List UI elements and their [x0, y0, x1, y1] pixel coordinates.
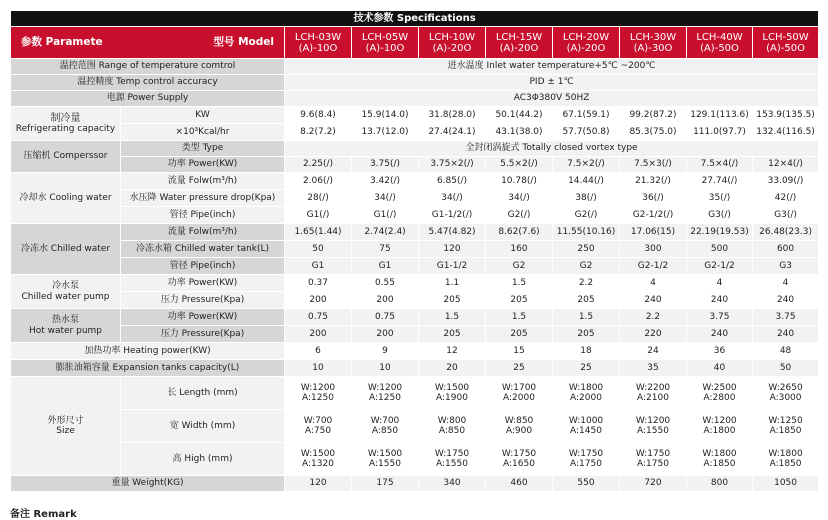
cell: 1.5: [553, 309, 620, 326]
cell: 20: [419, 360, 486, 377]
table-row: [11, 292, 819, 309]
cell: G1: [285, 258, 352, 275]
table-row: [11, 59, 819, 75]
cell: W:1200 A:1550: [620, 410, 687, 443]
cell: 200: [352, 326, 419, 343]
cell: G1(/): [285, 207, 352, 224]
cell: 11.55(10.16): [553, 224, 620, 241]
cell: 99.2(87.2): [620, 107, 687, 124]
cell: 10.78(/): [486, 173, 553, 190]
row-sub-label: 水压降 Water pressure drop(Kpa): [121, 190, 285, 207]
cell: 4: [620, 275, 687, 292]
model-col: LCH-40W (A)-50O: [687, 27, 753, 59]
cell: 720: [620, 476, 687, 492]
table-row: [11, 190, 819, 207]
row-sub-label: 高 High (mm): [121, 443, 285, 476]
row-sub-label: 类型 Type: [121, 141, 285, 157]
cell: 240: [687, 326, 753, 343]
row-sub-label: 长 Length (mm): [121, 377, 285, 410]
cell: W:2200 A:2100: [620, 377, 687, 410]
cell: 9: [352, 343, 419, 360]
cell: W:1750 A:1550: [419, 443, 486, 476]
cell: G1: [352, 258, 419, 275]
row-value: PID ± 1℃: [285, 75, 819, 91]
cell: 3.42(/): [352, 173, 419, 190]
cell: 50.1(44.2): [486, 107, 553, 124]
cell: 27.74(/): [687, 173, 753, 190]
cell: W:1250 A:1850: [753, 410, 819, 443]
model-col: LCH-03W (A)-10O: [285, 27, 352, 59]
cell: 175: [352, 476, 419, 492]
cell: 7.5×2(/): [553, 157, 620, 173]
cell: 28(/): [285, 190, 352, 207]
spec-table-wrapper: [10, 10, 818, 492]
cell: 35(/): [687, 190, 753, 207]
cell: 460: [486, 476, 553, 492]
cell: G3(/): [687, 207, 753, 224]
cell: 2.25(/): [285, 157, 352, 173]
row-sub-label: 功率 Power(KW): [121, 157, 285, 173]
cell: 1.5: [486, 275, 553, 292]
cell: G2-1/2: [687, 258, 753, 275]
cell: 129.1(113.6): [687, 107, 753, 124]
cell: 85.3(75.0): [620, 124, 687, 141]
cell: W:700 A:850: [352, 410, 419, 443]
cell: 1050: [753, 476, 819, 492]
cell: W:1200 A:1800: [687, 410, 753, 443]
spec-table: [10, 10, 819, 492]
table-row: [11, 309, 819, 326]
cell: W:1500 A:1320: [285, 443, 352, 476]
cell: 132.4(116.5): [753, 124, 819, 141]
row-group-label: 制冷量 Refrigerating capacity: [11, 107, 121, 141]
table-row: [11, 343, 819, 360]
row-value: AC3Φ380V 50HZ: [285, 91, 819, 107]
cell: 8.2(7.2): [285, 124, 352, 141]
cell: 33.09(/): [753, 173, 819, 190]
cell: W:1500 A:1900: [419, 377, 486, 410]
row-sub-label: KW: [121, 107, 285, 124]
cell: 4: [753, 275, 819, 292]
table-row: [11, 157, 819, 173]
cell: 300: [620, 241, 687, 258]
cell: G1-1/2: [419, 258, 486, 275]
cell: 40: [687, 360, 753, 377]
cell: 6: [285, 343, 352, 360]
table-row: [11, 124, 819, 141]
row-value: 进水温度 Inlet water temperature+5℃ ~200℃: [285, 59, 819, 75]
cell: 50: [753, 360, 819, 377]
cell: 8.62(7.6): [486, 224, 553, 241]
cell: 38(/): [553, 190, 620, 207]
table-row: [11, 377, 819, 410]
cell: 17.06(15): [620, 224, 687, 241]
table-row: [11, 207, 819, 224]
cell: W:1200 A:1250: [285, 377, 352, 410]
cell: 14.44(/): [553, 173, 620, 190]
cell: 2.74(2.4): [352, 224, 419, 241]
row-value: 全封闭涡旋式 Totally closed vortex type: [285, 141, 819, 157]
cell: 12: [419, 343, 486, 360]
cell: 0.75: [352, 309, 419, 326]
row-group-label: 外形尺寸 Size: [11, 377, 121, 476]
cell: G2(/): [553, 207, 620, 224]
cell: G2: [553, 258, 620, 275]
cell: G2-1/2(/): [620, 207, 687, 224]
cell: 57.7(50.8): [553, 124, 620, 141]
cell: 25: [553, 360, 620, 377]
cell: 67.1(59.1): [553, 107, 620, 124]
row-sub-label: 压力 Pressure(Kpa): [121, 292, 285, 309]
table-row: [11, 107, 819, 124]
cell: 240: [753, 326, 819, 343]
model-col: LCH-05W (A)-10O: [352, 27, 419, 59]
cell: G3: [753, 258, 819, 275]
cell: 240: [620, 292, 687, 309]
cell: 1.5: [419, 309, 486, 326]
cell: W:1750 A:1650: [486, 443, 553, 476]
cell: 21.32(/): [620, 173, 687, 190]
row-label: 加热功率 Heating power(KW): [11, 343, 285, 360]
cell: 18: [553, 343, 620, 360]
cell: 5.47(4.82): [419, 224, 486, 241]
cell: 15: [486, 343, 553, 360]
cell: 6.85(/): [419, 173, 486, 190]
cell: 200: [285, 292, 352, 309]
table-row: [11, 173, 819, 190]
param-model-cell: [11, 27, 285, 59]
cell: 12×4(/): [753, 157, 819, 173]
cell: 3.75(/): [352, 157, 419, 173]
cell: W:1750 A:1750: [553, 443, 620, 476]
cell: 9.6(8.4): [285, 107, 352, 124]
cell: 0.75: [285, 309, 352, 326]
cell: 36: [687, 343, 753, 360]
cell: 3.75×2(/): [419, 157, 486, 173]
cell: 27.4(24.1): [419, 124, 486, 141]
cell: 2.06(/): [285, 173, 352, 190]
cell: G1-1/2(/): [419, 207, 486, 224]
cell: 0.55: [352, 275, 419, 292]
row-sub-label: 流量 Folw(m³/h): [121, 173, 285, 190]
cell: 340: [419, 476, 486, 492]
row-label: 重量 Weight(KG): [11, 476, 285, 492]
row-sub-label: 功率 Power(KW): [121, 309, 285, 326]
cell: 111.0(97.7): [687, 124, 753, 141]
cell: 3.75: [687, 309, 753, 326]
row-sub-label: 冷冻水箱 Chilled water tank(L): [121, 241, 285, 258]
cell: 600: [753, 241, 819, 258]
cell: W:850 A:900: [486, 410, 553, 443]
table-row: [11, 410, 819, 443]
row-label: 温控范围 Range of temperature comtrol: [11, 59, 285, 75]
cell: 205: [553, 292, 620, 309]
cell: 220: [620, 326, 687, 343]
cell: 200: [285, 326, 352, 343]
cell: 2.2: [620, 309, 687, 326]
row-label: 电源 Power Supply: [11, 91, 285, 107]
cell: 120: [419, 241, 486, 258]
cell: 1.65(1.44): [285, 224, 352, 241]
cell: W:2500 A:2800: [687, 377, 753, 410]
cell: 35: [620, 360, 687, 377]
cell: 200: [352, 292, 419, 309]
cell: W:800 A:850: [419, 410, 486, 443]
row-label: 膨胀油箱容量 Expansion tanks capacity(L): [11, 360, 285, 377]
table-row: [11, 360, 819, 377]
cell: 13.7(12.0): [352, 124, 419, 141]
cell: 48: [753, 343, 819, 360]
table-row: [11, 476, 819, 492]
cell: 5.5×2(/): [486, 157, 553, 173]
cell: 205: [486, 292, 553, 309]
cell: 7.5×3(/): [620, 157, 687, 173]
model-label: 型号 Model: [213, 36, 274, 48]
cell: W:1700 A:2000: [486, 377, 553, 410]
cell: W:1800 A:1850: [753, 443, 819, 476]
table-row: [11, 443, 819, 476]
cell: W:1800 A:1850: [687, 443, 753, 476]
footnote: 备注 Remark: [10, 509, 77, 520]
cell: W:1800 A:2000: [553, 377, 620, 410]
cell: G2-1/2: [620, 258, 687, 275]
cell: 3.75: [753, 309, 819, 326]
cell: 500: [687, 241, 753, 258]
cell: 205: [486, 326, 553, 343]
table-row: [11, 326, 819, 343]
cell: 34(/): [419, 190, 486, 207]
cell: W:1200 A:1250: [352, 377, 419, 410]
table-row: [11, 241, 819, 258]
cell: W:1000 A:1450: [553, 410, 620, 443]
cell: 31.8(28.0): [419, 107, 486, 124]
row-sub-label: 压力 Pressure(Kpa): [121, 326, 285, 343]
table-row: [11, 275, 819, 292]
cell: 1.5: [486, 309, 553, 326]
model-col: LCH-50W (A)-50O: [753, 27, 819, 59]
cell: 153.9(135.5): [753, 107, 819, 124]
row-sub-label: 管径 Pipe(inch): [121, 207, 285, 224]
cell: 2.2: [553, 275, 620, 292]
cell: 7.5×4(/): [687, 157, 753, 173]
model-col: LCH-15W (A)-20O: [486, 27, 553, 59]
cell: G3(/): [753, 207, 819, 224]
cell: 24: [620, 343, 687, 360]
cell: 0.37: [285, 275, 352, 292]
table-row: [11, 258, 819, 275]
cell: 34(/): [352, 190, 419, 207]
param-label: 参数 Paramete: [21, 36, 103, 48]
model-col: LCH-20W (A)-20O: [553, 27, 620, 59]
cell: 1.1: [419, 275, 486, 292]
row-group-label: 热水泵 Hot water pump: [11, 309, 121, 343]
table-row: [11, 75, 819, 91]
title-row: [11, 11, 819, 27]
cell: 26.48(23.3): [753, 224, 819, 241]
cell: 250: [553, 241, 620, 258]
cell: W:1750 A:1750: [620, 443, 687, 476]
model-col: LCH-30W (A)-30O: [620, 27, 687, 59]
cell: 240: [753, 292, 819, 309]
cell: 205: [419, 292, 486, 309]
model-col: LCH-10W (A)-20O: [419, 27, 486, 59]
row-group-label: 冷却水 Cooling water: [11, 173, 121, 224]
cell: G1(/): [352, 207, 419, 224]
cell: G2(/): [486, 207, 553, 224]
cell: 10: [285, 360, 352, 377]
cell: 10: [352, 360, 419, 377]
cell: 42(/): [753, 190, 819, 207]
cell: 205: [553, 326, 620, 343]
cell: 550: [553, 476, 620, 492]
cell: 120: [285, 476, 352, 492]
row-label: 温控精度 Temp control accuracy: [11, 75, 285, 91]
cell: 43.1(38.0): [486, 124, 553, 141]
cell: 34(/): [486, 190, 553, 207]
cell: 240: [687, 292, 753, 309]
row-sub-label: 功率 Power(KW): [121, 275, 285, 292]
table-row: [11, 141, 819, 157]
row-sub-label: 管径 Pipe(inch): [121, 258, 285, 275]
table-row: [11, 224, 819, 241]
header-row: [11, 27, 819, 59]
cell: W:700 A:750: [285, 410, 352, 443]
table-row: [11, 91, 819, 107]
row-sub-label: 宽 Width (mm): [121, 410, 285, 443]
row-sub-label: 流量 Folw(m³/h): [121, 224, 285, 241]
row-group-label: 冷冻水 Chilled water: [11, 224, 121, 275]
cell: W:2650 A:3000: [753, 377, 819, 410]
cell: 160: [486, 241, 553, 258]
cell: G2: [486, 258, 553, 275]
cell: 4: [687, 275, 753, 292]
cell: 205: [419, 326, 486, 343]
cell: 15.9(14.0): [352, 107, 419, 124]
cell: 75: [352, 241, 419, 258]
cell: 22.19(19.53): [687, 224, 753, 241]
cell: W:1500 A:1550: [352, 443, 419, 476]
table-title: 技术参数 Specifications: [11, 11, 819, 27]
row-group-label: 压缩机 Comperssor: [11, 141, 121, 173]
row-group-label: 冷水泵 Chilled water pump: [11, 275, 121, 309]
cell: 36(/): [620, 190, 687, 207]
row-sub-label: ×10³Kcal/hr: [121, 124, 285, 141]
cell: 50: [285, 241, 352, 258]
cell: 25: [486, 360, 553, 377]
cell: 800: [687, 476, 753, 492]
